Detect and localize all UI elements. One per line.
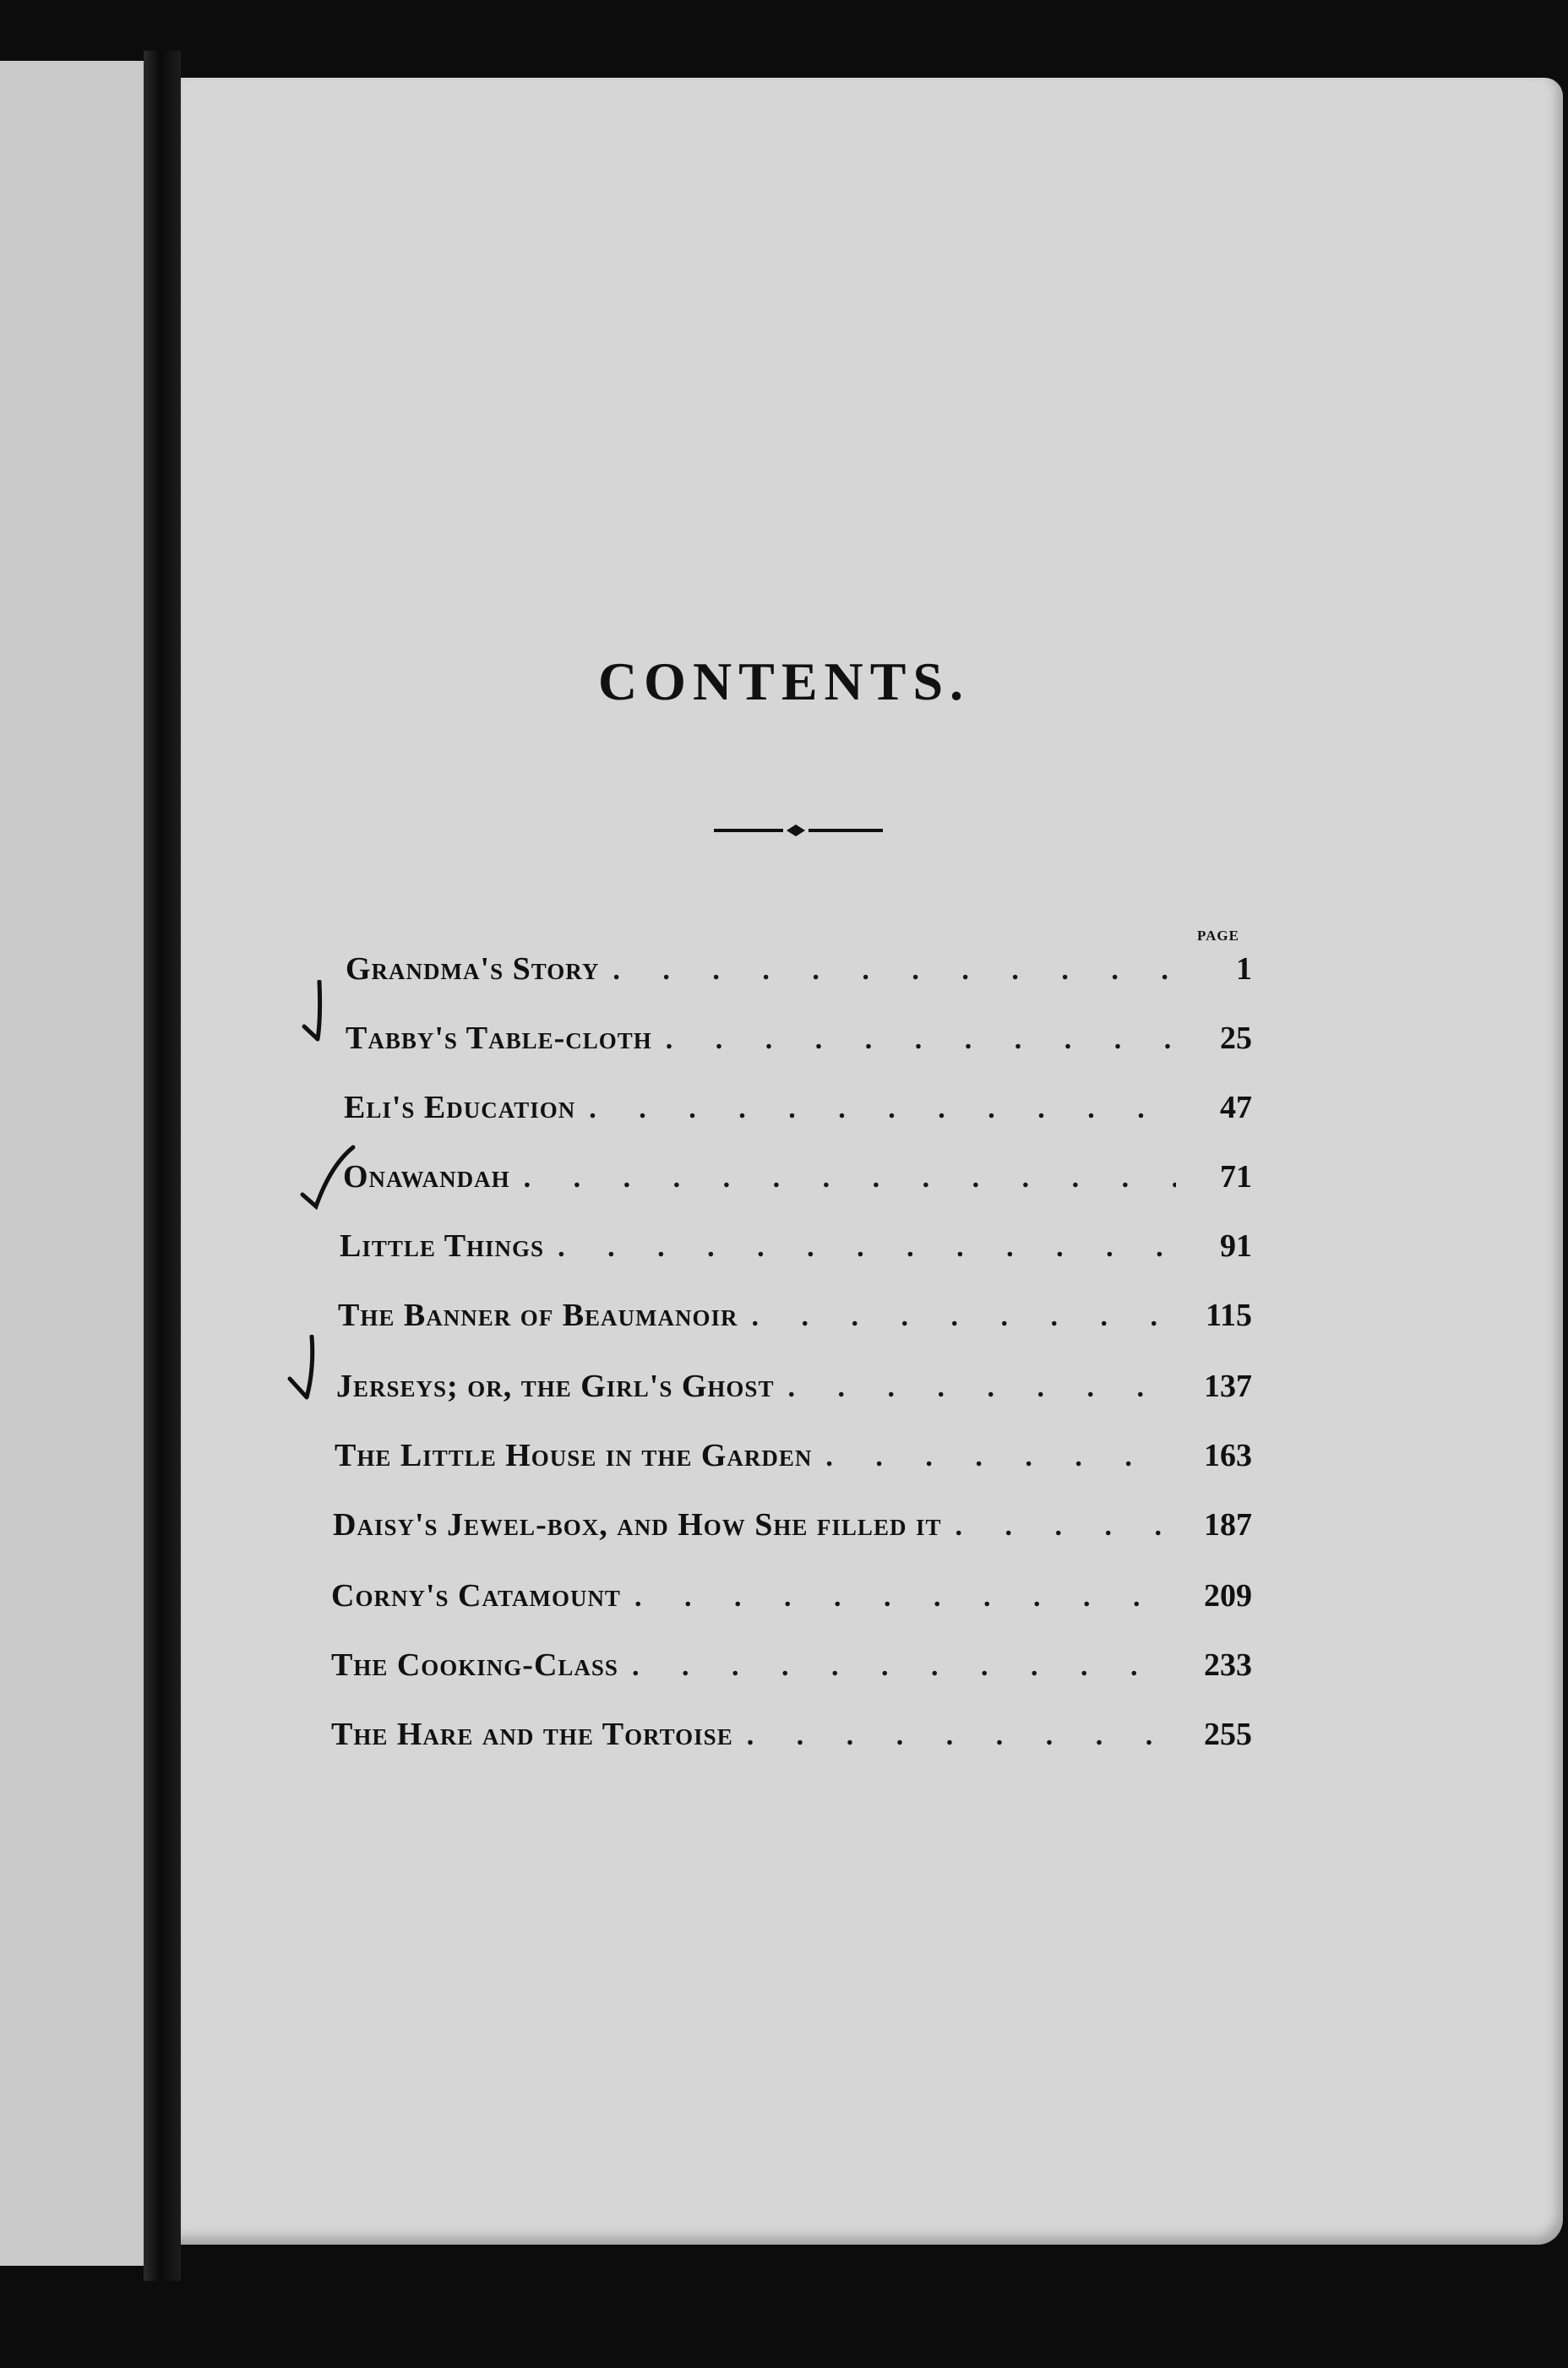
entry-page-number: 1 [1236,951,1252,987]
entry-page-number: 187 [1204,1507,1252,1543]
entry-page-number: 137 [1204,1369,1252,1404]
dot-leader [812,1441,1176,1473]
toc-entry[interactable] [338,1297,1252,1344]
entry-title: Tabby's Table-cloth [346,1021,652,1056]
entry-title: Onawandah [343,1159,510,1195]
entry-page-number: 47 [1220,1090,1252,1125]
dot-leader [941,1511,1176,1543]
entry-title: The Cooking-Class [331,1647,618,1683]
entry-page-number: 255 [1204,1717,1252,1752]
entry-page-number: 71 [1220,1159,1252,1195]
toc-entry[interactable] [331,1647,1252,1694]
entry-title: Jerseys; or, the Girl's Ghost [336,1369,775,1404]
toc-entry[interactable] [331,1716,1252,1763]
dot-leader [544,1232,1176,1264]
dot-leader [774,1372,1176,1404]
toc-entry[interactable] [340,1228,1252,1275]
handwritten-check-mark [283,1335,334,1402]
entry-page-number: 163 [1204,1438,1252,1473]
page-column-label: PAGE [1197,928,1239,944]
dot-leader [510,1162,1176,1195]
entry-title: Little Things [340,1228,545,1264]
entry-page-number: 233 [1204,1647,1252,1683]
dot-leader [599,955,1176,987]
toc-entry[interactable] [333,1506,1252,1554]
entry-title: Grandma's Story [346,951,600,987]
dot-leader [652,1024,1176,1056]
toc-entry[interactable] [336,1368,1252,1415]
dot-leader [733,1720,1176,1752]
toc-entry[interactable] [343,1158,1252,1206]
page-title: CONTENTS. [597,651,971,711]
toc-entry[interactable] [335,1437,1252,1484]
handwritten-check-mark [297,1142,357,1210]
entry-title: The Hare and the Tortoise [331,1717,733,1752]
entry-page-number: 209 [1204,1578,1252,1614]
dot-leader [738,1301,1176,1333]
toc-entry[interactable] [344,1089,1252,1136]
entry-page-number: 91 [1220,1228,1252,1264]
dot-leader [621,1581,1176,1614]
toc-entry[interactable] [346,1020,1252,1067]
handwritten-check-mark [294,980,345,1048]
divider-ornament [714,823,883,838]
entry-title: Corny's Catamount [331,1578,621,1614]
toc-entry[interactable] [346,950,1252,998]
entry-title: Eli's Education [344,1090,576,1125]
entry-title: The Banner of Beaumanoir [338,1298,738,1333]
book-gutter [144,51,181,2281]
toc-entry[interactable] [331,1577,1252,1625]
entry-page-number: 115 [1206,1298,1252,1333]
dot-leader [618,1651,1176,1683]
entry-page-number: 25 [1220,1021,1252,1056]
entry-title: Daisy's Jewel-box, and How She filled it [333,1507,942,1543]
dot-leader [575,1093,1176,1125]
entry-title: The Little House in the Garden [335,1438,813,1473]
